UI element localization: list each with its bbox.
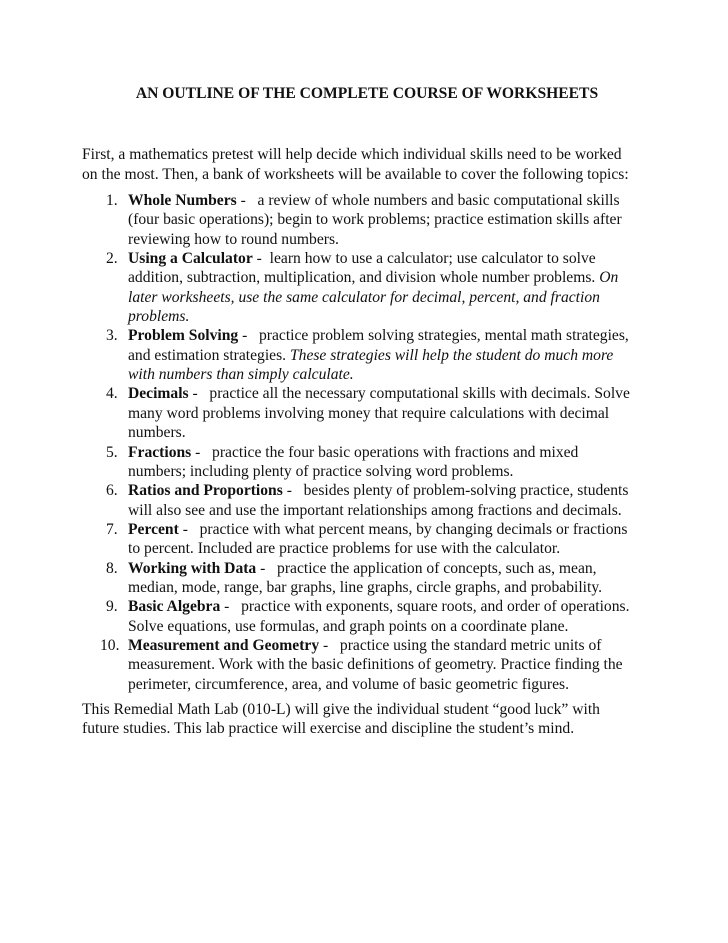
topic-note: These strategies will help the student do much more with numbers than simply calculate. xyxy=(128,346,614,384)
topic-heading: Fractions xyxy=(128,443,192,461)
topic-item-whole-numbers xyxy=(82,191,638,249)
topic-number: 4. xyxy=(106,385,118,403)
topic-heading: Basic Algebra xyxy=(128,598,221,616)
topic-description: a review of whole numbers and basic computational skills (four basic operations); begin to work problems; practice estimation skills after reviewing how to round numbers. xyxy=(128,192,622,248)
topic-note: On later worksheets, use the same calculator for decimal, percent, and fraction problems. xyxy=(128,269,619,326)
topic-number: 8. xyxy=(106,559,118,577)
topic-number: 6. xyxy=(106,482,118,500)
topic-number: 3. xyxy=(106,327,118,345)
topic-number: 9. xyxy=(106,598,118,616)
topic-description: practice using the standard metric units of measurement. Work with the basic definitions of geometry. Practice finding the perimeter, circumference, area, and volume of basic geometric figures. xyxy=(128,636,623,693)
topic-description: learn how to use a calculator; use calculator to solve addition, subtraction, multiplication, and division whole number problems. xyxy=(128,250,600,287)
topic-separator: - xyxy=(236,192,258,210)
topic-heading: Working with Data xyxy=(128,559,257,577)
document-title: AN OUTLINE OF THE COMPLETE COURSE OF WORKSHEETS xyxy=(135,85,599,102)
topic-heading: Percent xyxy=(128,520,179,538)
topic-separator: - xyxy=(238,327,259,345)
topic-description: practice all the necessary computational skills with decimals. Solve many word problems involving money that require calculations with decimal numbers. xyxy=(128,385,630,442)
topic-description: practice the application of concepts, such as, mean, median, mode, range, bar graphs, line graphs, circle graphs, and probability. xyxy=(128,559,603,596)
topic-heading: Measurement and Geometry xyxy=(128,636,320,654)
topic-heading: Decimals xyxy=(128,385,189,403)
topic-heading: Using a Calculator xyxy=(128,250,253,268)
topic-description: practice the four basic operations with fractions and mixed numbers; including plenty of practice solving word problems. xyxy=(128,443,579,480)
topic-item-working-with-data xyxy=(82,559,638,598)
topic-number: 7. xyxy=(106,520,118,538)
intro-paragraph: First, a mathematics pretest will help decide which individual skills need to be worked on the most. Then, a bank of worksheets will be available to cover the following topics: xyxy=(82,146,629,183)
topic-description: practice with exponents, square roots, and order of operations. Solve equations, use formulas, and graph points on a coordinate plane. xyxy=(128,598,630,635)
topics-list xyxy=(82,191,638,694)
topic-separator: - xyxy=(220,598,242,616)
topic-number: 1. xyxy=(106,192,118,210)
topic-heading: Problem Solving xyxy=(128,327,239,345)
topic-item-fractions xyxy=(82,443,638,482)
topic-item-ratios-and-proportions xyxy=(82,481,638,520)
topic-separator: - xyxy=(191,443,213,461)
topic-item-basic-algebra xyxy=(82,597,638,636)
topic-heading: Whole Numbers xyxy=(128,192,237,210)
topic-item-using-a-calculator xyxy=(82,249,638,326)
topic-separator: - xyxy=(178,520,200,538)
topic-item-decimals xyxy=(82,384,638,442)
topic-item-problem-solving xyxy=(82,326,638,384)
document-page xyxy=(82,84,638,739)
topic-number: 10. xyxy=(100,636,120,654)
topic-description: besides plenty of problem-solving practice, students will also see and use the important relationships among fractions and decimals. xyxy=(128,482,629,519)
topic-item-percent xyxy=(82,520,638,559)
topic-item-measurement-and-geometry xyxy=(82,636,638,694)
closing-paragraph: This Remedial Math Lab (010-L) will give the individual student “good luck” with future studies. This lab practice will exercise and discipline the student’s mind. xyxy=(82,700,600,738)
topic-separator: - xyxy=(319,636,340,654)
topic-separator: - xyxy=(256,559,278,577)
topic-separator: - xyxy=(188,385,210,403)
topic-separator: - xyxy=(252,250,270,268)
topic-number: 2. xyxy=(106,250,118,268)
topic-description: practice problem solving strategies, mental math strategies, and estimation strategies. xyxy=(128,327,629,364)
topic-number: 5. xyxy=(106,443,118,461)
topic-separator: - xyxy=(282,482,304,500)
topic-heading: Ratios and Proportions xyxy=(128,482,283,500)
topic-description: practice with what percent means, by changing decimals or fractions to percent. Included are practice problems for use with the calculator. xyxy=(128,520,628,558)
